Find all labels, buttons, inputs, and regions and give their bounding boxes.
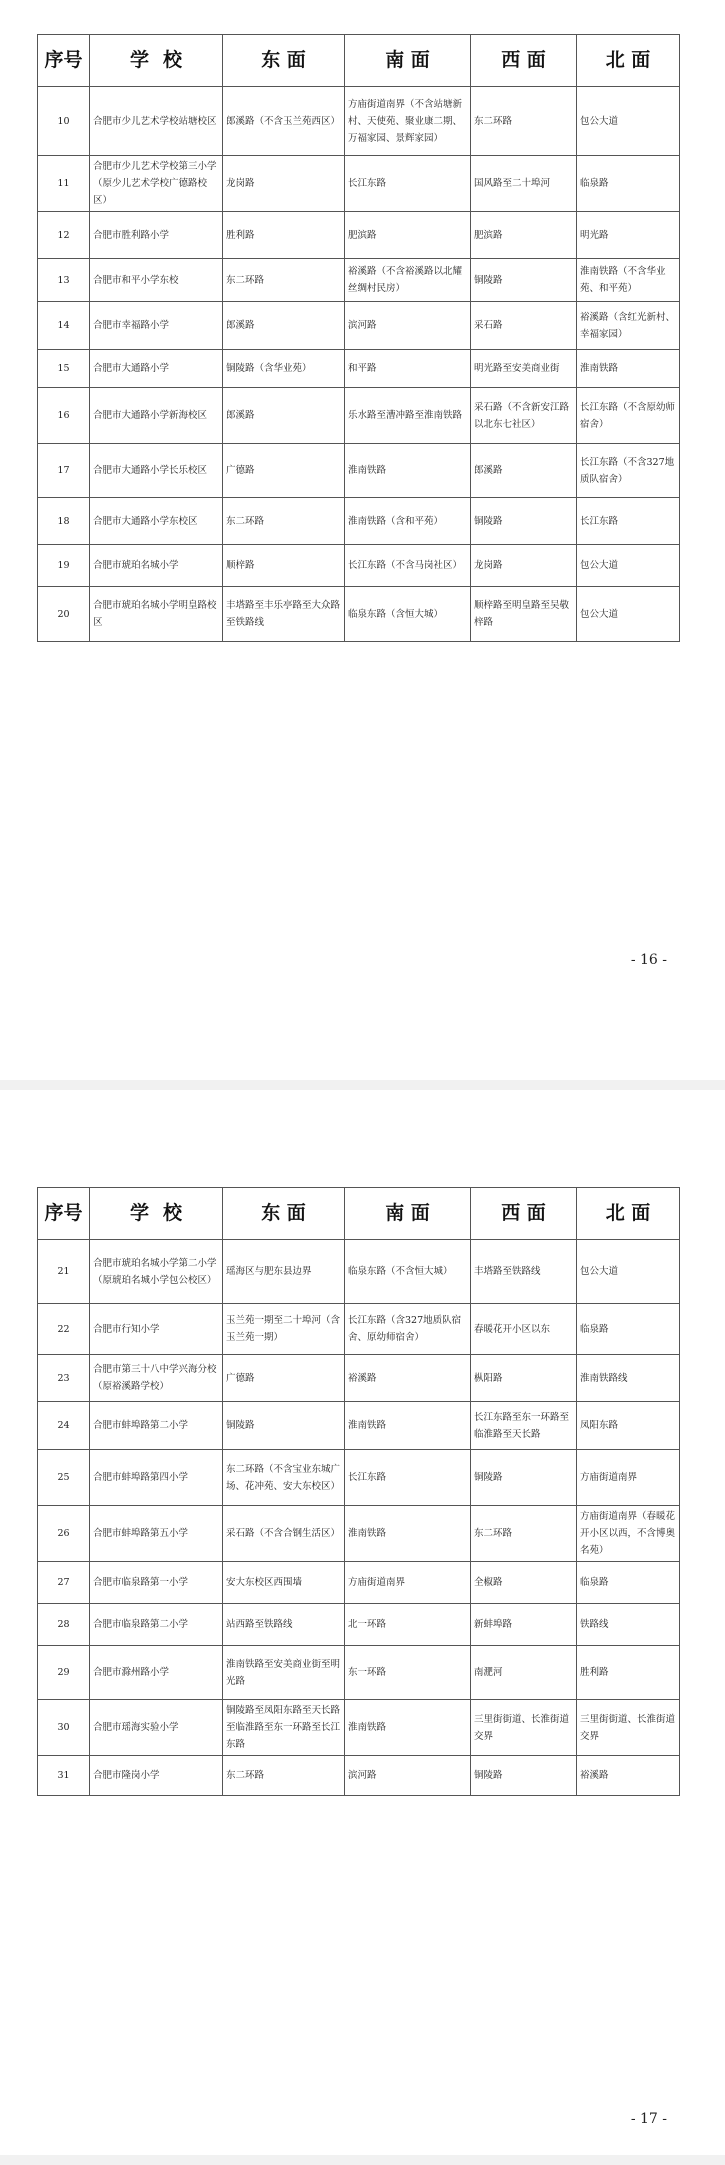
cell-west: 三里街街道、长淮街道交界 bbox=[471, 1700, 577, 1756]
table-row bbox=[38, 1355, 680, 1402]
cell-school: 合肥市大通路小学新海校区 bbox=[90, 388, 223, 444]
table-row bbox=[38, 259, 680, 302]
cell-south: 长江东路（不含马岗社区） bbox=[345, 545, 471, 587]
cell-num: 23 bbox=[38, 1355, 90, 1402]
cell-west: 明光路至安美商业街 bbox=[471, 350, 577, 388]
cell-north: 明光路 bbox=[577, 212, 680, 259]
cell-west: 南淝河 bbox=[471, 1646, 577, 1700]
cell-east: 瑶海区与肥东县边界 bbox=[223, 1240, 345, 1304]
table-row bbox=[38, 350, 680, 388]
cell-num: 20 bbox=[38, 587, 90, 642]
cell-south: 长江东路 bbox=[345, 156, 471, 212]
table-row bbox=[38, 1700, 680, 1756]
header-south: 南 面 bbox=[345, 35, 471, 87]
table-row bbox=[38, 545, 680, 587]
cell-school: 合肥市大通路小学东校区 bbox=[90, 498, 223, 545]
cell-school: 合肥市蚌埠路第二小学 bbox=[90, 1402, 223, 1450]
cell-num: 27 bbox=[38, 1562, 90, 1604]
cell-east: 郎溪路 bbox=[223, 302, 345, 350]
table-row bbox=[38, 388, 680, 444]
cell-school: 合肥市少儿艺术学校第三小学（原少儿艺术学校广德路校区） bbox=[90, 156, 223, 212]
cell-west: 采石路 bbox=[471, 302, 577, 350]
cell-south: 临泉东路（含恒大城） bbox=[345, 587, 471, 642]
cell-north: 长江东路 bbox=[577, 498, 680, 545]
table-row bbox=[38, 1304, 680, 1355]
cell-num: 31 bbox=[38, 1756, 90, 1796]
cell-west: 肥滨路 bbox=[471, 212, 577, 259]
header-west: 西 面 bbox=[471, 1188, 577, 1240]
table-row bbox=[38, 212, 680, 259]
cell-south: 临泉东路（不含恒大城） bbox=[345, 1240, 471, 1304]
cell-south: 裕溪路 bbox=[345, 1355, 471, 1402]
cell-north: 方庙街道南界（春暖花开小区以西，不含博奥名苑） bbox=[577, 1506, 680, 1562]
cell-num: 28 bbox=[38, 1604, 90, 1646]
cell-num: 26 bbox=[38, 1506, 90, 1562]
header-num: 序号 bbox=[38, 35, 90, 87]
cell-east: 胜利路 bbox=[223, 212, 345, 259]
cell-school: 合肥市大通路小学 bbox=[90, 350, 223, 388]
school-district-table bbox=[37, 34, 680, 642]
cell-school: 合肥市隆岗小学 bbox=[90, 1756, 223, 1796]
cell-num: 21 bbox=[38, 1240, 90, 1304]
cell-east: 郎溪路 bbox=[223, 388, 345, 444]
cell-school: 合肥市琥珀名城小学明皇路校区 bbox=[90, 587, 223, 642]
cell-school: 合肥市瑶海实验小学 bbox=[90, 1700, 223, 1756]
school-district-table bbox=[37, 1187, 680, 1796]
cell-school: 合肥市大通路小学长乐校区 bbox=[90, 444, 223, 498]
cell-south: 和平路 bbox=[345, 350, 471, 388]
cell-west: 丰塔路至铁路线 bbox=[471, 1240, 577, 1304]
cell-east: 东二环路 bbox=[223, 1756, 345, 1796]
cell-north: 临泉路 bbox=[577, 156, 680, 212]
table-row bbox=[38, 1450, 680, 1506]
cell-south: 淮南铁路 bbox=[345, 1506, 471, 1562]
cell-north: 包公大道 bbox=[577, 545, 680, 587]
cell-school: 合肥市蚌埠路第四小学 bbox=[90, 1450, 223, 1506]
cell-north: 临泉路 bbox=[577, 1304, 680, 1355]
header-num: 序号 bbox=[38, 1188, 90, 1240]
cell-school: 合肥市和平小学东校 bbox=[90, 259, 223, 302]
cell-east: 广德路 bbox=[223, 1355, 345, 1402]
cell-num: 22 bbox=[38, 1304, 90, 1355]
cell-num: 18 bbox=[38, 498, 90, 545]
cell-east: 安大东校区西围墙 bbox=[223, 1562, 345, 1604]
table-row bbox=[38, 1506, 680, 1562]
cell-east: 广德路 bbox=[223, 444, 345, 498]
cell-west: 东二环路 bbox=[471, 87, 577, 156]
cell-north: 凤阳东路 bbox=[577, 1402, 680, 1450]
cell-num: 17 bbox=[38, 444, 90, 498]
cell-east: 东二环路 bbox=[223, 259, 345, 302]
cell-num: 19 bbox=[38, 545, 90, 587]
header-east: 东 面 bbox=[223, 35, 345, 87]
cell-north: 方庙街道南界 bbox=[577, 1450, 680, 1506]
table-row bbox=[38, 444, 680, 498]
cell-school: 合肥市滁州路小学 bbox=[90, 1646, 223, 1700]
cell-school: 合肥市蚌埠路第五小学 bbox=[90, 1506, 223, 1562]
cell-west: 采石路（不含新安江路以北东七社区） bbox=[471, 388, 577, 444]
cell-school: 合肥市幸福路小学 bbox=[90, 302, 223, 350]
cell-north: 临泉路 bbox=[577, 1562, 680, 1604]
cell-south: 淮南铁路 bbox=[345, 1402, 471, 1450]
cell-west: 东二环路 bbox=[471, 1506, 577, 1562]
cell-south: 滨河路 bbox=[345, 302, 471, 350]
cell-num: 14 bbox=[38, 302, 90, 350]
cell-west: 国风路至二十埠河 bbox=[471, 156, 577, 212]
cell-north: 铁路线 bbox=[577, 1604, 680, 1646]
header-south: 南 面 bbox=[345, 1188, 471, 1240]
cell-south: 东一环路 bbox=[345, 1646, 471, 1700]
table-row bbox=[38, 1402, 680, 1450]
table-row bbox=[38, 1756, 680, 1796]
cell-south: 方庙街道南界（不含站塘新村、天使苑、聚业康二期、万福家园、景辉家园） bbox=[345, 87, 471, 156]
table-row bbox=[38, 1240, 680, 1304]
cell-north: 包公大道 bbox=[577, 1240, 680, 1304]
cell-north: 淮南铁路线 bbox=[577, 1355, 680, 1402]
cell-north: 淮南铁路（不含华业苑、和平苑） bbox=[577, 259, 680, 302]
cell-east: 龙岗路 bbox=[223, 156, 345, 212]
table-row bbox=[38, 87, 680, 156]
cell-north: 淮南铁路 bbox=[577, 350, 680, 388]
page-number: - 17 - bbox=[630, 2111, 667, 2127]
cell-south: 淮南铁路 bbox=[345, 1700, 471, 1756]
cell-north: 裕溪路（含红光新村、幸福家园） bbox=[577, 302, 680, 350]
cell-east: 东二环路（不含宝业东城广场、花冲苑、安大东校区） bbox=[223, 1450, 345, 1506]
cell-north: 包公大道 bbox=[577, 87, 680, 156]
header-school: 学校 bbox=[90, 1188, 223, 1240]
cell-north: 包公大道 bbox=[577, 587, 680, 642]
cell-east: 淮南铁路至安美商业街至明光路 bbox=[223, 1646, 345, 1700]
cell-west: 龙岗路 bbox=[471, 545, 577, 587]
cell-num: 11 bbox=[38, 156, 90, 212]
table-row bbox=[38, 587, 680, 642]
table-row bbox=[38, 156, 680, 212]
header-north: 北 面 bbox=[577, 35, 680, 87]
header-east: 东 面 bbox=[223, 1188, 345, 1240]
cell-num: 29 bbox=[38, 1646, 90, 1700]
cell-south: 裕溪路（不含裕溪路以北耀丝绸村民房） bbox=[345, 259, 471, 302]
cell-num: 25 bbox=[38, 1450, 90, 1506]
table-row bbox=[38, 302, 680, 350]
cell-east: 铜陵路 bbox=[223, 1402, 345, 1450]
cell-north: 三里街街道、长淮街道交界 bbox=[577, 1700, 680, 1756]
cell-east: 东二环路 bbox=[223, 498, 345, 545]
cell-south: 淮南铁路（含和平苑） bbox=[345, 498, 471, 545]
cell-south: 滨河路 bbox=[345, 1756, 471, 1796]
cell-east: 铜陵路至凤阳东路至天长路至临淮路至东一环路至长江东路 bbox=[223, 1700, 345, 1756]
cell-num: 24 bbox=[38, 1402, 90, 1450]
cell-east: 铜陵路（含华业苑） bbox=[223, 350, 345, 388]
cell-east: 丰塔路至丰乐亭路至大众路至铁路线 bbox=[223, 587, 345, 642]
header-school: 学校 bbox=[90, 35, 223, 87]
cell-south: 乐水路至漕冲路至淮南铁路 bbox=[345, 388, 471, 444]
cell-school: 合肥市第三十八中学兴海分校（原裕溪路学校） bbox=[90, 1355, 223, 1402]
page-bottom-strip bbox=[0, 2155, 725, 2165]
cell-north: 裕溪路 bbox=[577, 1756, 680, 1796]
cell-school: 合肥市琥珀名城小学 bbox=[90, 545, 223, 587]
cell-north: 长江东路（不含原幼师宿舍） bbox=[577, 388, 680, 444]
document-page-17 bbox=[0, 1085, 725, 2165]
cell-west: 铜陵路 bbox=[471, 259, 577, 302]
table-row bbox=[38, 498, 680, 545]
cell-school: 合肥市胜利路小学 bbox=[90, 212, 223, 259]
cell-school: 合肥市少儿艺术学校站塘校区 bbox=[90, 87, 223, 156]
cell-num: 10 bbox=[38, 87, 90, 156]
cell-north: 长江东路（不含327地质队宿舍） bbox=[577, 444, 680, 498]
table-row bbox=[38, 1604, 680, 1646]
cell-west: 铜陵路 bbox=[471, 1450, 577, 1506]
cell-west: 铜陵路 bbox=[471, 1756, 577, 1796]
page-number: - 16 - bbox=[630, 952, 667, 968]
cell-school: 合肥市琥珀名城小学第二小学（原琥珀名城小学包公校区） bbox=[90, 1240, 223, 1304]
table-row bbox=[38, 1646, 680, 1700]
cell-south: 北一环路 bbox=[345, 1604, 471, 1646]
cell-south: 方庙街道南界 bbox=[345, 1562, 471, 1604]
cell-num: 16 bbox=[38, 388, 90, 444]
cell-west: 长江东路至东一环路至临淮路至天长路 bbox=[471, 1402, 577, 1450]
cell-west: 新蚌埠路 bbox=[471, 1604, 577, 1646]
cell-east: 站西路至铁路线 bbox=[223, 1604, 345, 1646]
cell-west: 郎溪路 bbox=[471, 444, 577, 498]
header-west: 西 面 bbox=[471, 35, 577, 87]
table-header-row bbox=[38, 35, 680, 87]
cell-east: 顺梓路 bbox=[223, 545, 345, 587]
cell-west: 全椒路 bbox=[471, 1562, 577, 1604]
cell-west: 春暖花开小区以东 bbox=[471, 1304, 577, 1355]
cell-east: 采石路（不含合钢生活区） bbox=[223, 1506, 345, 1562]
cell-east: 玉兰苑一期至二十埠河（含玉兰苑一期） bbox=[223, 1304, 345, 1355]
cell-west: 顺梓路至明皇路至吴敬梓路 bbox=[471, 587, 577, 642]
cell-num: 15 bbox=[38, 350, 90, 388]
table-header-row bbox=[38, 1188, 680, 1240]
cell-south: 长江东路 bbox=[345, 1450, 471, 1506]
table-row bbox=[38, 1562, 680, 1604]
cell-south: 长江东路（含327地质队宿舍、原幼师宿舍） bbox=[345, 1304, 471, 1355]
cell-num: 30 bbox=[38, 1700, 90, 1756]
cell-num: 13 bbox=[38, 259, 90, 302]
cell-school: 合肥市临泉路第二小学 bbox=[90, 1604, 223, 1646]
cell-east: 郎溪路（不含玉兰苑西区） bbox=[223, 87, 345, 156]
cell-west: 铜陵路 bbox=[471, 498, 577, 545]
cell-south: 肥滨路 bbox=[345, 212, 471, 259]
cell-num: 12 bbox=[38, 212, 90, 259]
cell-north: 胜利路 bbox=[577, 1646, 680, 1700]
cell-school: 合肥市行知小学 bbox=[90, 1304, 223, 1355]
cell-south: 淮南铁路 bbox=[345, 444, 471, 498]
cell-west: 枞阳路 bbox=[471, 1355, 577, 1402]
cell-school: 合肥市临泉路第一小学 bbox=[90, 1562, 223, 1604]
header-north: 北 面 bbox=[577, 1188, 680, 1240]
